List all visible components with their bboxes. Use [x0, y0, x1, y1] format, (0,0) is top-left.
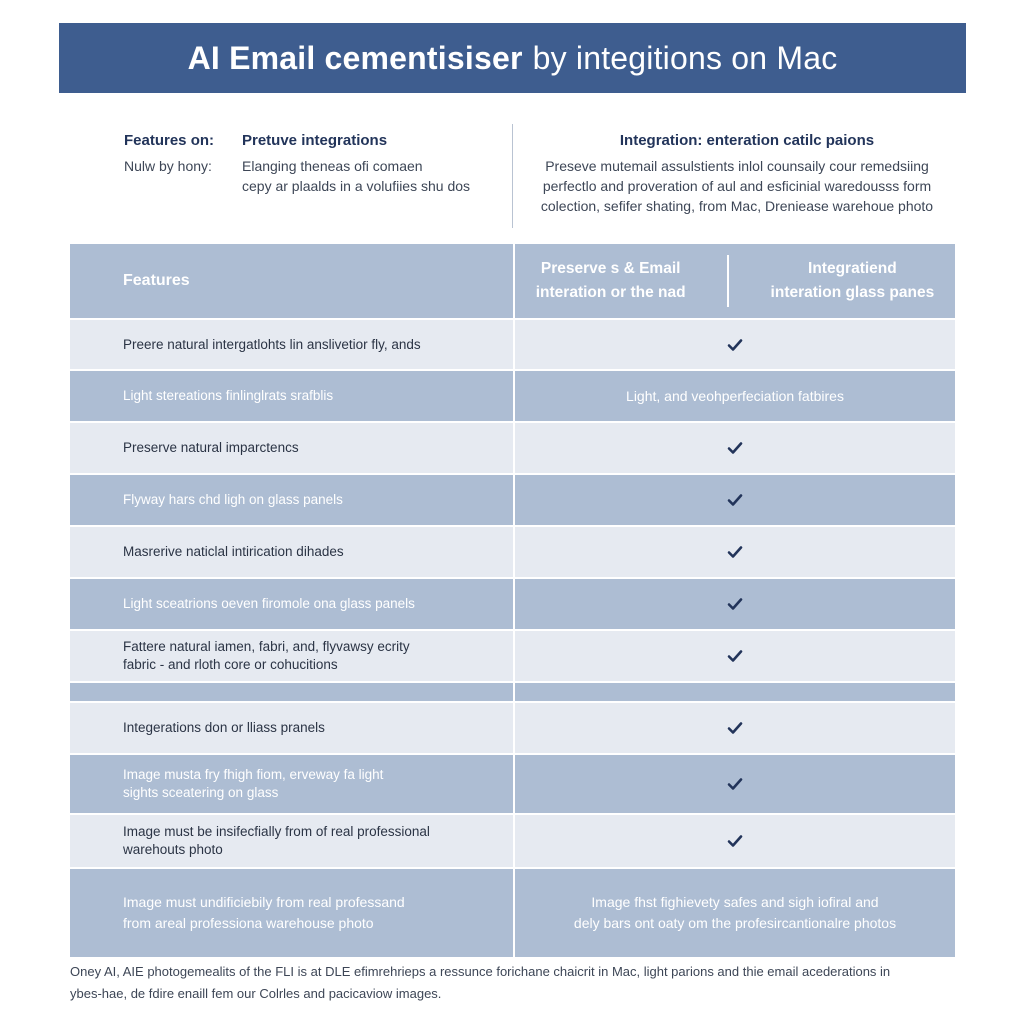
header-features: Features [123, 272, 190, 289]
table-row: Masrerive naticlal intirication dihades [70, 527, 955, 579]
checkmark-icon [727, 597, 743, 611]
table-spacer-row [70, 683, 955, 703]
checkmark-icon [727, 545, 743, 559]
table-header [70, 244, 955, 320]
left-desc-line1: Elanging theneas ofi comaen [242, 158, 423, 174]
title-banner [59, 23, 966, 93]
left-desc-line2: cepy ar plaalds in a volufiies shu dos [242, 178, 471, 194]
table-row: Image must undificiebily from real professand from areal professiona warehouse photo Image fhst fighievety safes and sigh iofiral and dely bars ont oaty om the profesircantionalre photos [70, 869, 955, 957]
table-row: Integerations don or lliass pranels [70, 703, 955, 755]
checkmark-icon [727, 649, 743, 663]
table-row: Fattere natural iamen, fabri, and, flyvawsy ecrity fabric - and rloth core or cohucitions [70, 631, 955, 683]
header-divider [727, 255, 729, 307]
intro-section [0, 120, 1024, 230]
checkmark-icon [727, 493, 743, 507]
table-row: Image must be insifecfially from of real professional warehouts photo [70, 815, 955, 869]
checkmark-icon [727, 834, 743, 848]
integrations-label: Pretuve integrations [242, 132, 388, 149]
table-row: Preere natural intergatlohts lin anslivetior fly, ands [70, 320, 955, 371]
intro-divider [512, 124, 513, 228]
right-title: Integration: enteration catilc paions [619, 132, 875, 149]
checkmark-icon [727, 777, 743, 791]
table-row: Flyway hars chd ligh on glass panels [70, 475, 955, 527]
right-line2: perfectlo and proveration of aul and esficinial waredousss form [542, 178, 932, 194]
checkmark-icon [727, 721, 743, 735]
right-line3: colection, sefifer shating, from Mac, Dreniease warehoue photo [540, 198, 934, 214]
table-row: Light sceatrions oeven firomole ona glass panels [70, 579, 955, 631]
features-label: Features on: [124, 132, 215, 149]
right-line1: Preseve mutemail assulstients inlol counsaily cour remedsiing [545, 158, 929, 174]
comparison-table [70, 244, 955, 957]
title-bold: AI Email cementisiser [187, 39, 523, 76]
by-label: Nulw by hony: [124, 158, 212, 174]
table-row: Image musta fry fhigh fiom, erveway fa light sights sceatering on glass [70, 755, 955, 815]
table-row: Preserve natural imparctencs [70, 423, 955, 475]
checkmark-icon [727, 441, 743, 455]
table-row: Light stereations finlinglrats srafblis Light, and veohperfeciation fatbires [70, 371, 955, 423]
title-rest: by integitions on Mac [532, 39, 838, 76]
header-col3: Integratiend interation glass panes [770, 260, 935, 301]
header-col2: Preserve s & Email interation or the nad [535, 260, 686, 301]
footnote: Oney AI, AIE photogemealits of the FLI is at DLE efimrehrieps a ressunce forichane chaicrit in Mac, light parions and thie email acederations in ybes-hae, de fdire enaill fem our Colrles and pacicaviow images. [70, 964, 891, 1001]
checkmark-icon [727, 338, 743, 352]
